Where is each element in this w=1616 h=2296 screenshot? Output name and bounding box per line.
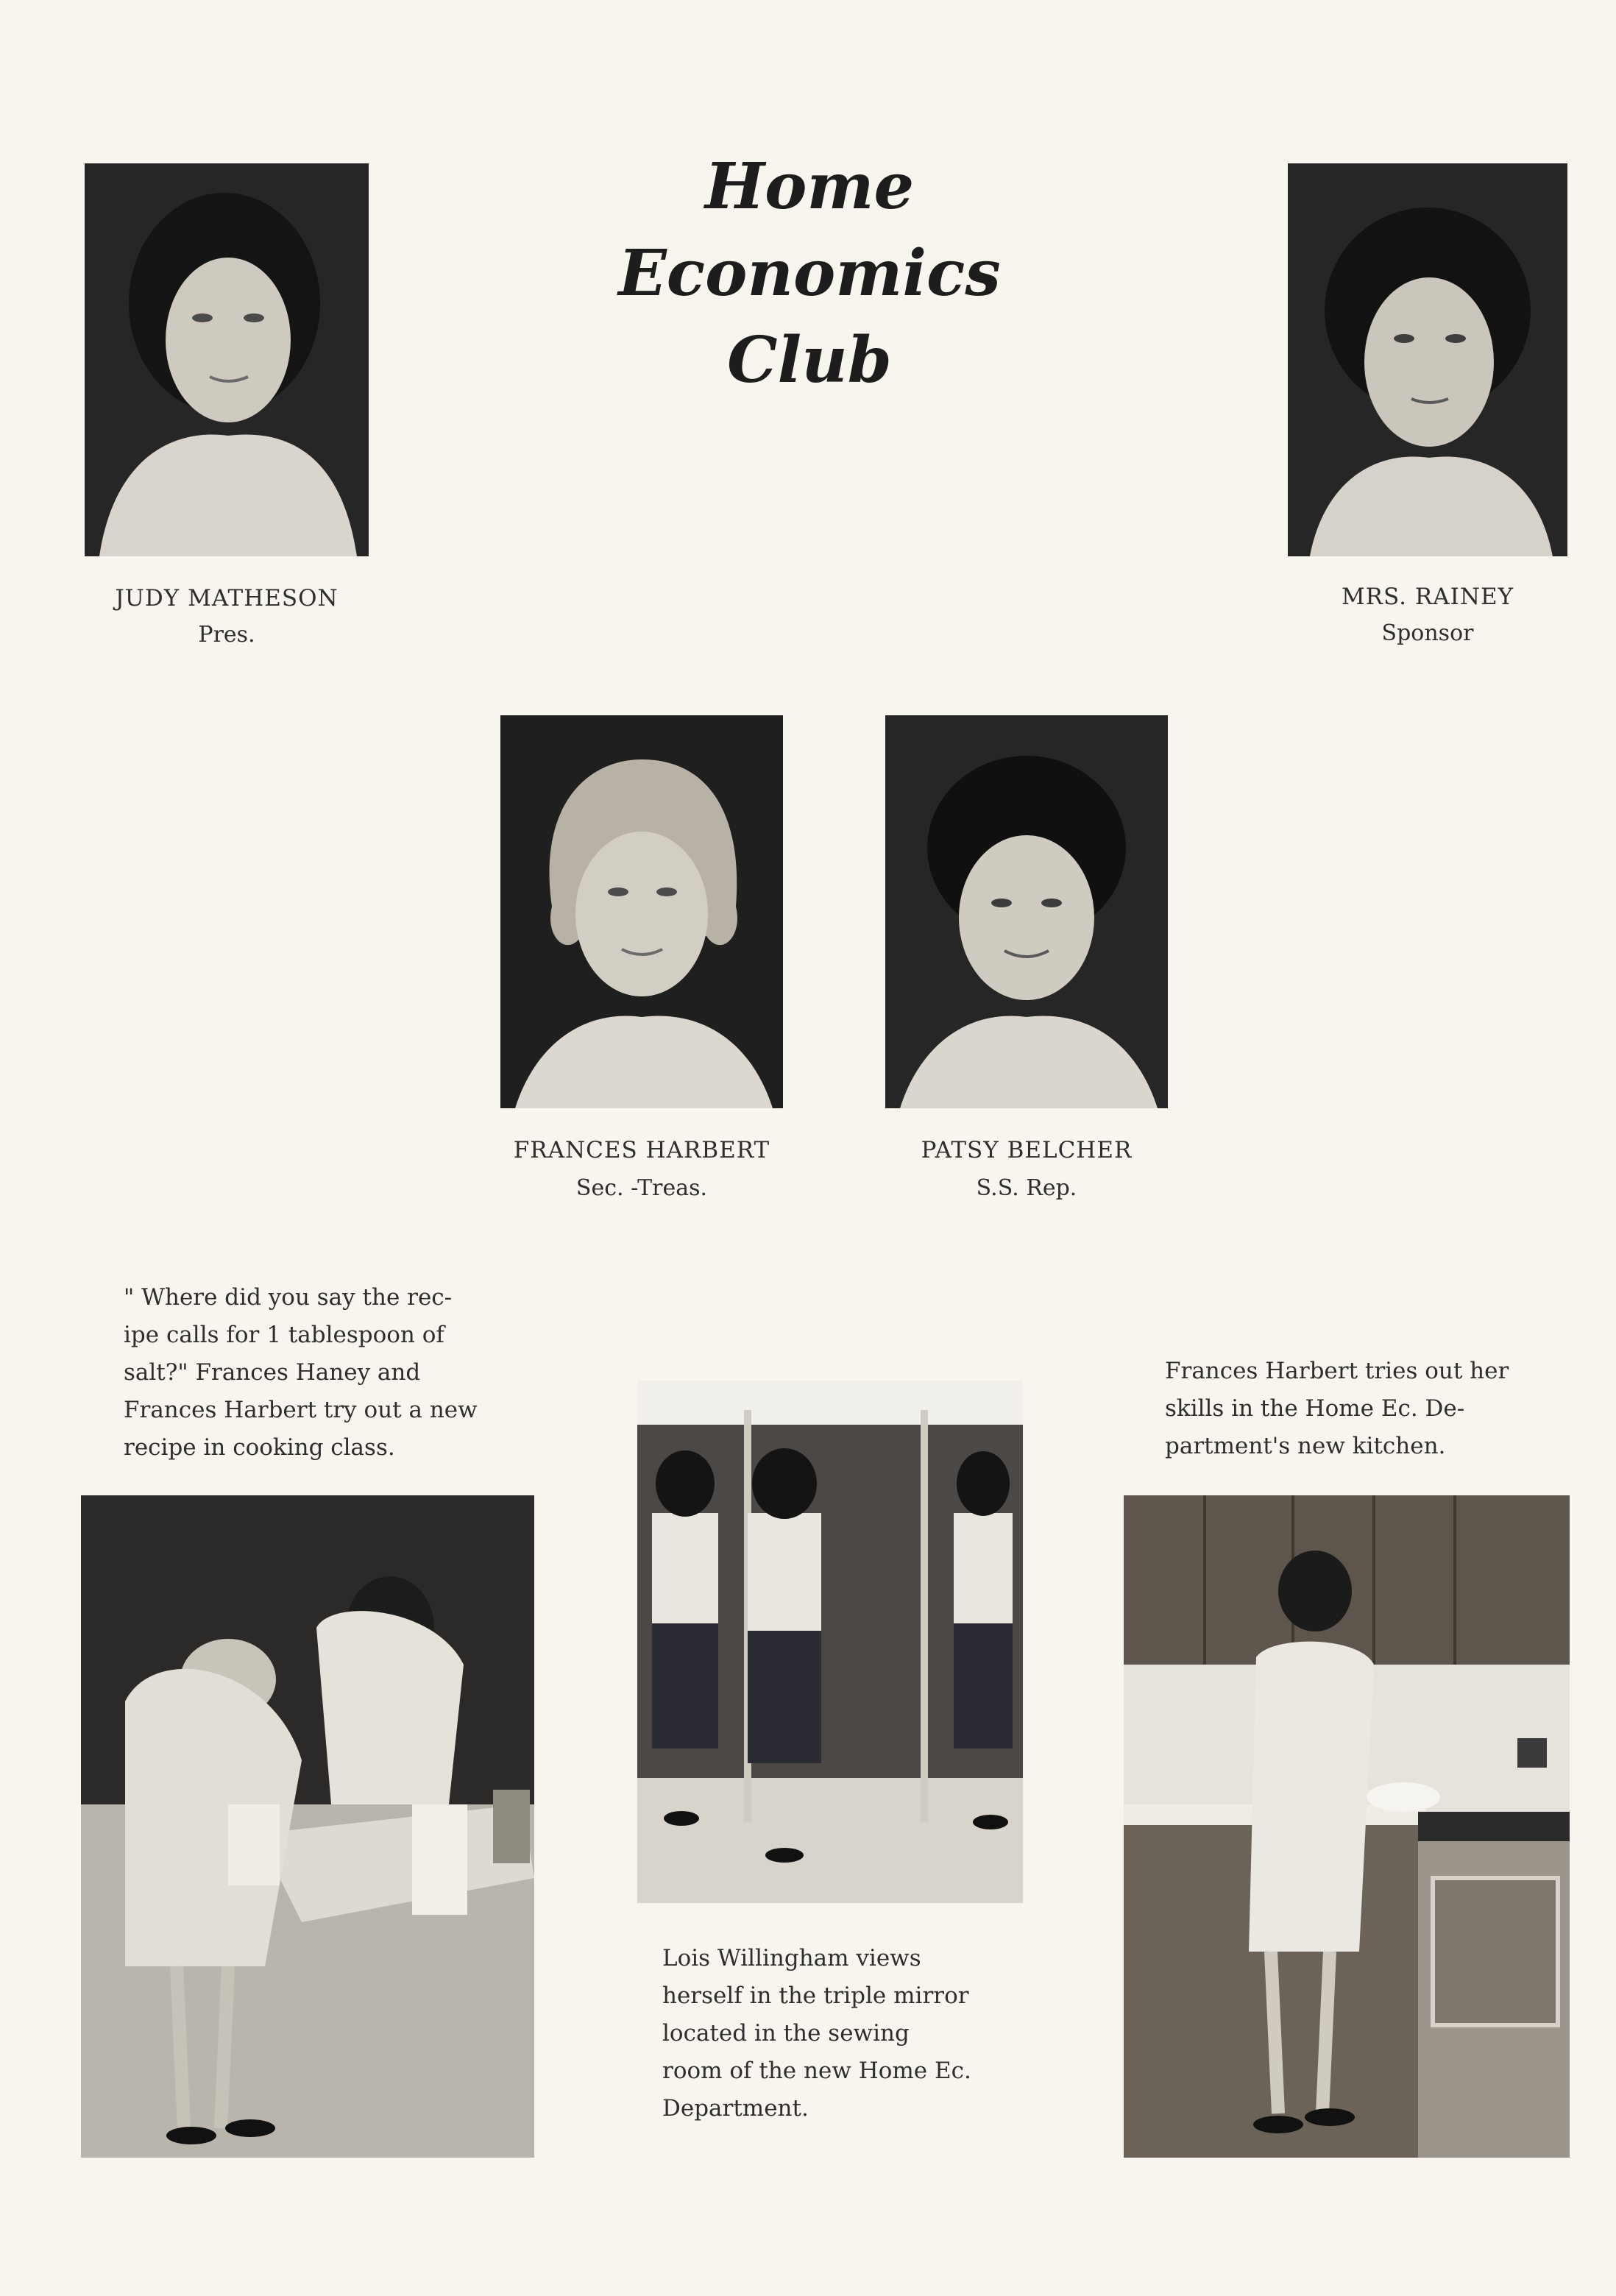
officer-role: Pres.: [198, 622, 255, 648]
caption-cooking-class: " Where did you say the rec- ipe calls for 1 tablespoon of salt?" Frances Haney and Frances Harbert try out a new recipe in cooking class.: [124, 1284, 478, 1461]
portrait-frances-harbert: [500, 715, 783, 1108]
portrait-patsy-belcher: [885, 715, 1168, 1108]
officer-name: JUDY MATHESON: [115, 585, 339, 612]
page-title: [515, 144, 1104, 404]
portrait-judy-matheson: [85, 163, 369, 556]
photo-triple-mirror: [637, 1381, 1023, 1903]
officer-name: FRANCES HARBERT: [513, 1137, 770, 1163]
caption-triple-mirror: Lois Willingham views herself in the triple mirror located in the sewing room of the new Home Ec. Department.: [662, 1945, 971, 2122]
officer-role: Sec. -Treas.: [575, 1175, 708, 1201]
portrait-mrs-rainey: [1288, 163, 1567, 556]
photo-kitchen: [1124, 1495, 1570, 2158]
officer-role: Sponsor: [1381, 620, 1474, 646]
caption-kitchen: Frances Harbert tries out her skills in the Home Ec. De- partment's new kitchen.: [1165, 1358, 1509, 1459]
officer-name: MRS. RAINEY: [1341, 584, 1514, 610]
title-line-2: Club: [727, 323, 892, 397]
title-line-1: Home Economics: [618, 149, 1001, 311]
photo-cooking-class: [81, 1495, 534, 2158]
officer-role: S.S. Rep.: [976, 1175, 1077, 1201]
officer-name: PATSY BELCHER: [921, 1137, 1133, 1163]
